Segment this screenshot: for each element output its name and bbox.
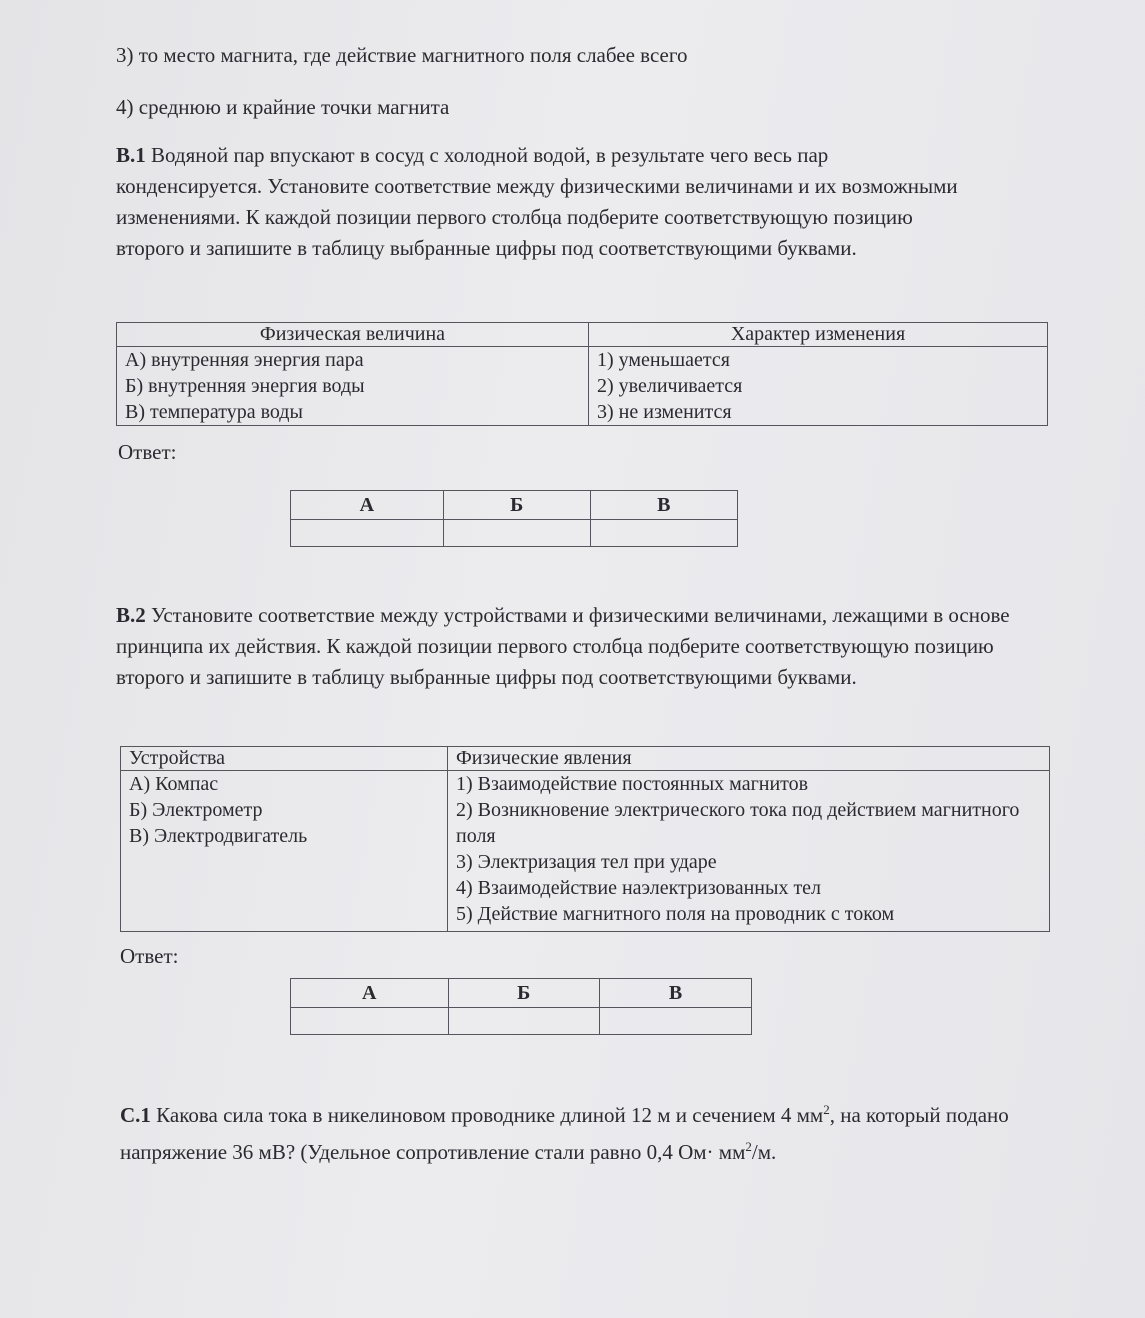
b2-col2-header: Физические явления — [448, 747, 1050, 771]
b1-matching-table — [116, 322, 1048, 426]
b1-answer-table — [290, 490, 738, 547]
b2-answer-header-v: В — [599, 979, 751, 1008]
b2-col1-item: В) Электродвигатель — [129, 825, 308, 847]
b2-answer-cell-b[interactable] — [448, 1008, 599, 1035]
b1-answer-header-v: В — [590, 491, 737, 520]
option-3: 3) то место магнита, где действие магнитного поля слабее всего — [116, 43, 688, 67]
question-c1-text-2: , на который подано напряжение 36 мВ? (Удельное сопротивление стали равно 0,4 Ом· мм — [120, 1103, 1009, 1164]
question-c1-sup-2: 2 — [745, 1139, 752, 1154]
b2-answer-cell-v[interactable] — [599, 1008, 751, 1035]
b1-answer-header-a: А — [291, 491, 444, 520]
b1-answer-cell-v[interactable] — [590, 520, 737, 547]
b1-answer-header-b: Б — [443, 491, 590, 520]
b1-answer-cell-a[interactable] — [291, 520, 444, 547]
b2-matching-table — [120, 746, 1050, 932]
b2-answer-header-b: Б — [448, 979, 599, 1008]
question-b2 — [116, 600, 1046, 693]
b2-col2-item: 1) Взаимодействие постоянных магнитов — [456, 773, 809, 795]
b2-col1-item: Б) Электрометр — [129, 799, 263, 821]
b2-answer-label: Ответ: — [120, 944, 179, 968]
b2-col1-item: А) Компас — [129, 773, 219, 795]
b1-col2-item: 2) увеличивается — [597, 375, 743, 397]
question-b1-number: В.1 — [116, 143, 146, 167]
b1-answer-label: Ответ: — [118, 440, 177, 464]
b1-col1-item: Б) внутренняя энергия воды — [125, 375, 365, 397]
b1-col1-item: А) внутренняя энергия пара — [125, 349, 364, 371]
b2-col2-list — [448, 771, 1050, 932]
question-b2-number: В.2 — [116, 603, 146, 627]
b2-col2-item: 2) Возникновение электрического тока под действием магнитного поля — [456, 799, 1020, 847]
b2-col1-list — [121, 771, 448, 932]
question-c1 — [120, 1094, 1050, 1168]
b1-col2-list — [589, 347, 1048, 426]
b1-col2-item: 3) не изменится — [597, 401, 732, 423]
b2-answer-cell-a[interactable] — [291, 1008, 449, 1035]
option-4: 4) среднюю и крайние точки магнита — [116, 95, 450, 119]
question-b1 — [116, 140, 966, 264]
b2-answer-header-a: А — [291, 979, 449, 1008]
question-b1-text: Водяной пар впускают в сосуд с холодной водой, в результате чего весь пар конденсируется. Установите соответствие между физическими величинами и их возможными изменениями. К каждой позиции первого столбца подберите соответствующую позицию второго и запишите в таблицу выбранные цифры под соответствующими буквами. — [116, 143, 958, 260]
question-b2-text: Установите соответствие между устройствами и физическими величинами, лежащими в основе принципа их действия. К каждой позиции первого столбца подберите соответствующую позицию второго и запишите в таблицу выбранные цифры под соответствующими буквами. — [116, 603, 1010, 689]
b2-col2-item: 3) Электризация тел при ударе — [456, 851, 717, 873]
question-c1-text-3: /м. — [751, 1140, 777, 1164]
question-c1-number: С.1 — [120, 1103, 151, 1127]
b1-col1-list — [117, 347, 589, 426]
b1-answer-cell-b[interactable] — [443, 520, 590, 547]
b1-col1-item: В) температура воды — [125, 401, 303, 423]
b2-answer-table — [290, 978, 752, 1035]
b2-col1-header: Устройства — [121, 747, 448, 771]
b1-col2-item: 1) уменьшается — [597, 349, 730, 371]
b1-col1-header: Физическая величина — [117, 323, 589, 347]
question-c1-text-1: Какова сила тока в никелиновом проводнике длиной 12 м и сечением 4 мм — [156, 1103, 824, 1127]
question-c1-sup-1: 2 — [823, 1102, 830, 1117]
b2-col2-item: 5) Действие магнитного поля на проводник с током — [456, 903, 895, 925]
b1-col2-header: Характер изменения — [589, 323, 1048, 347]
b2-col2-item: 4) Взаимодействие наэлектризованных тел — [456, 877, 822, 899]
